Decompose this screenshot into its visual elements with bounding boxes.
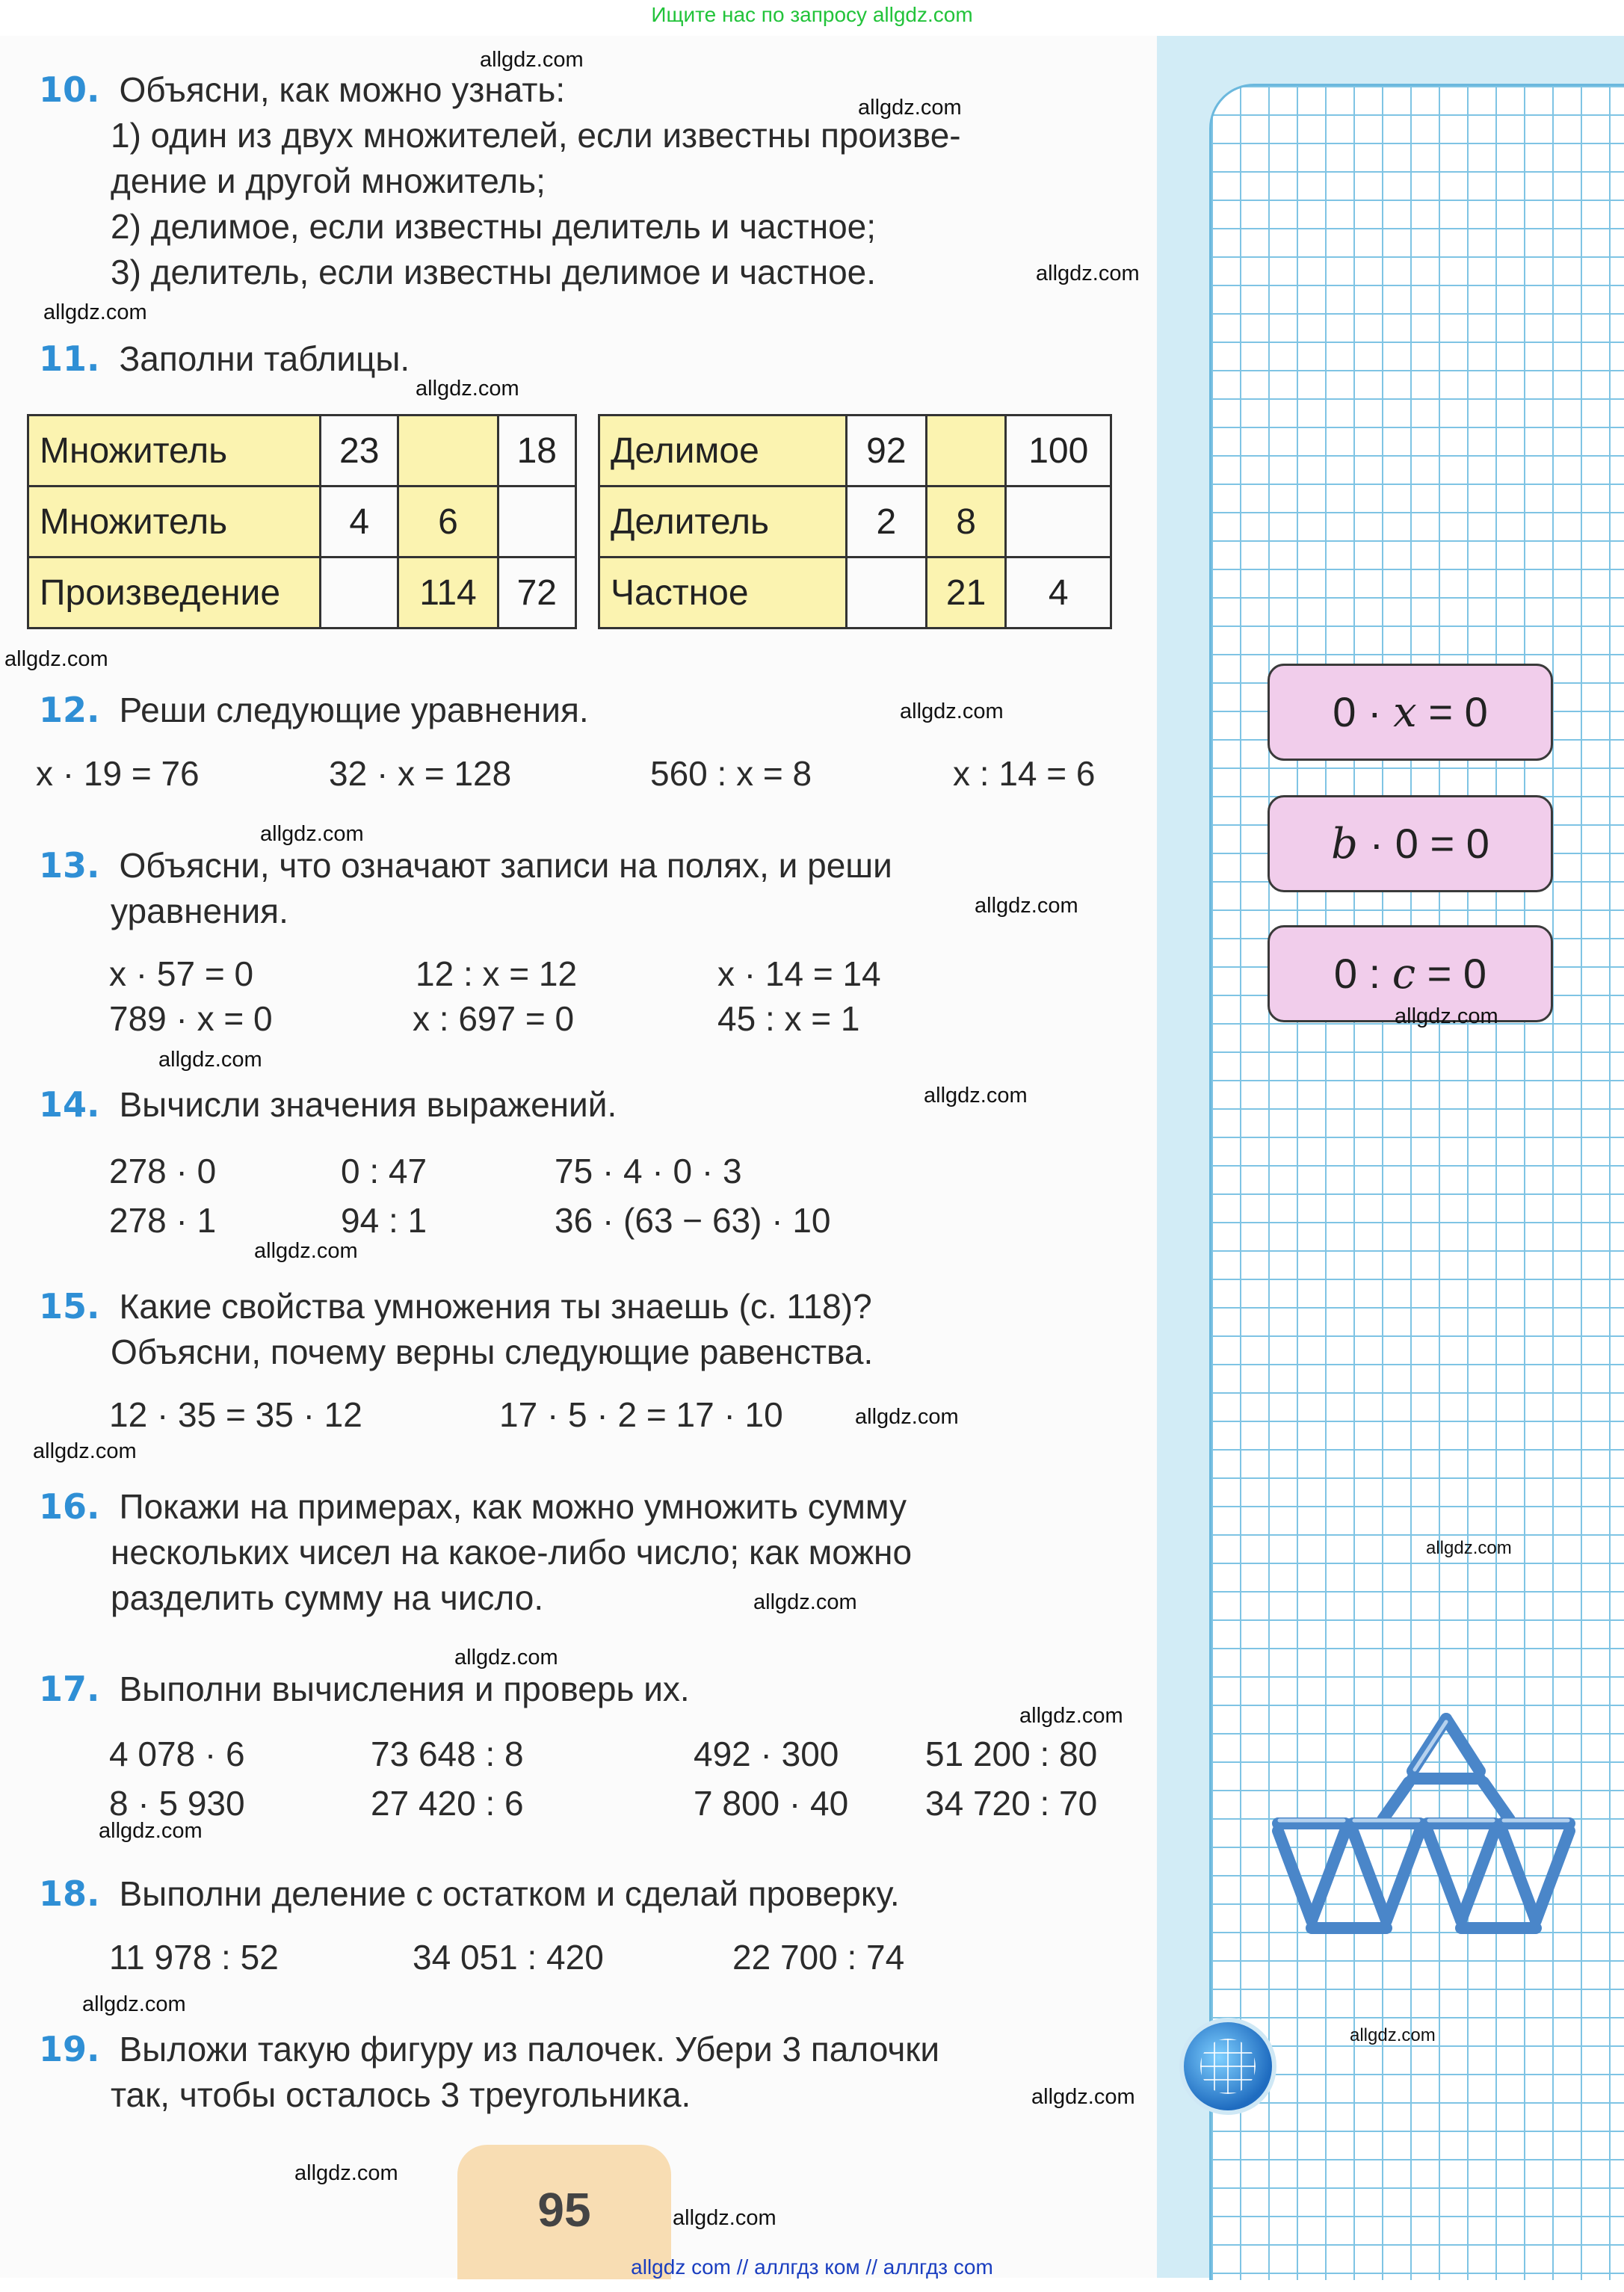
table-row xyxy=(599,416,1111,486)
expression: 278 · 0 xyxy=(109,1152,217,1190)
row-label: Делитель xyxy=(599,486,847,557)
task-text: Реши следующие уравнения. xyxy=(119,691,589,729)
watermark: allgdz.com xyxy=(1395,1004,1498,1028)
watermark: allgdz.com xyxy=(1036,262,1140,285)
equation: 560 : x = 8 xyxy=(650,754,812,793)
watermark: allgdz.com xyxy=(975,894,1078,918)
table-row xyxy=(28,486,576,557)
task-text: 1) один из двух множителей, если известны произве- xyxy=(111,116,961,155)
task-text: Объясни, что означают записи на полях, и реши xyxy=(119,846,892,885)
table-row xyxy=(599,486,1111,557)
equation: 45 : x = 1 xyxy=(717,999,860,1038)
expression: 22 700 : 74 xyxy=(732,1938,905,1977)
expression: 278 · 1 xyxy=(109,1201,217,1240)
watermark: allgdz.com xyxy=(43,300,147,324)
watermark: allgdz.com xyxy=(480,48,584,72)
equation: x · 14 = 14 xyxy=(717,954,881,993)
table-cell xyxy=(321,557,398,628)
stick xyxy=(1536,1831,1569,1921)
rule-variable: x xyxy=(1393,688,1417,737)
task-text: так, чтобы осталось 3 треугольника. xyxy=(111,2075,691,2114)
watermark: allgdz.com xyxy=(1426,1538,1512,1558)
task-14 xyxy=(39,1082,617,1128)
expression: 27 420 : 6 xyxy=(371,1784,524,1823)
task-text: Выполни вычисления и проверь их. xyxy=(119,1669,690,1708)
task-16 xyxy=(39,1484,1115,1621)
equation: 17 · 5 · 2 = 17 · 10 xyxy=(499,1395,783,1434)
table-cell: 72 xyxy=(498,557,575,628)
row-label: Произведение xyxy=(28,557,321,628)
task-text: уравнения. xyxy=(111,892,288,930)
rule-b-times-zero xyxy=(1268,795,1553,892)
stick xyxy=(1278,1831,1312,1921)
stick-figure xyxy=(1233,1696,1584,1943)
expression: 73 648 : 8 xyxy=(371,1735,524,1773)
watermark: allgdz.com xyxy=(1019,1704,1123,1728)
rule-text: · 0 = 0 xyxy=(1357,820,1489,867)
watermark: allgdz.com xyxy=(294,2161,398,2185)
watermark: allgdz.com xyxy=(254,1239,358,1263)
row-label: Делимое xyxy=(599,416,847,486)
table-cell: 100 xyxy=(1006,416,1111,486)
rule-variable: c xyxy=(1392,950,1416,998)
expression: 7 800 · 40 xyxy=(694,1784,849,1823)
expression: 11 978 : 52 xyxy=(109,1938,279,1977)
grid-globe-icon xyxy=(1179,2018,1276,2115)
watermark: allgdz.com xyxy=(855,1405,959,1429)
equation: 32 · x = 128 xyxy=(329,754,512,793)
watermark: allgdz.com xyxy=(900,699,1004,723)
table-cell: 8 xyxy=(926,486,1006,557)
table-cell xyxy=(1006,486,1111,557)
watermark: allgdz.com xyxy=(82,1992,186,2016)
task-11 xyxy=(39,336,410,382)
task-number: 15. xyxy=(39,1286,100,1326)
table-cell: 2 xyxy=(847,486,927,557)
task-text: Покажи на примерах, как можно умножить сумму xyxy=(119,1487,907,1526)
table-row xyxy=(28,416,576,486)
watermark: allgdz.com xyxy=(1350,2025,1436,2045)
rule-variable: b xyxy=(1331,820,1358,868)
watermark: allgdz.com xyxy=(753,1590,857,1614)
expression: 0 : 47 xyxy=(341,1152,427,1190)
stick xyxy=(1502,1831,1536,1921)
watermark: allgdz.com xyxy=(416,377,519,401)
table-cell xyxy=(498,486,575,557)
watermark: allgdz.com xyxy=(454,1646,558,1669)
table-cell: 4 xyxy=(1006,557,1111,628)
equation: x : 14 = 6 xyxy=(953,754,1096,793)
task-number: 14. xyxy=(39,1084,100,1125)
watermark: allgdz.com xyxy=(673,2206,777,2230)
table-cell: 6 xyxy=(398,486,498,557)
expression: 51 200 : 80 xyxy=(925,1735,1098,1773)
rule-zero-times-x xyxy=(1268,664,1553,761)
expression: 34 720 : 70 xyxy=(925,1784,1098,1823)
stick xyxy=(1312,1831,1345,1921)
table-cell: 21 xyxy=(926,557,1006,628)
watermark: allgdz.com xyxy=(33,1439,137,1463)
stick xyxy=(1461,1831,1495,1921)
grid-paper xyxy=(1209,84,1624,2280)
table-row xyxy=(28,557,576,628)
expression: 36 · (63 − 63) · 10 xyxy=(555,1201,831,1240)
row-label: Частное xyxy=(599,557,847,628)
top-promo-link[interactable]: Ищите нас по запросу allgdz.com xyxy=(651,3,973,26)
table-cell: 4 xyxy=(321,486,398,557)
row-label: Множитель xyxy=(28,416,321,486)
watermark: allgdz.com xyxy=(260,822,364,846)
table-cell xyxy=(926,416,1006,486)
task-text: Выполни деление с остатком и сделай проверку. xyxy=(119,1874,900,1913)
task-13 xyxy=(39,843,1115,934)
task-17 xyxy=(39,1667,690,1712)
task-text: 3) делитель, если известны делимое и частное. xyxy=(111,253,877,291)
division-table xyxy=(598,414,1112,629)
expression: 94 : 1 xyxy=(341,1201,427,1240)
stick xyxy=(1383,1782,1409,1820)
task-text: Заполни таблицы. xyxy=(119,339,410,378)
equation: x · 57 = 0 xyxy=(109,954,254,993)
table-cell: 114 xyxy=(398,557,498,628)
task-text: нескольких чисел на какое-либо число; как можно xyxy=(111,1533,913,1572)
table-cell: 18 xyxy=(498,416,575,486)
equation: 789 · x = 0 xyxy=(109,999,273,1038)
stick xyxy=(1386,1831,1420,1921)
rule-text: 0 : xyxy=(1333,950,1392,997)
task-number: 11. xyxy=(39,339,100,379)
stick xyxy=(1353,1831,1386,1921)
task-15 xyxy=(39,1284,1115,1375)
watermark: allgdz.com xyxy=(158,1048,262,1072)
task-number: 10. xyxy=(39,69,100,110)
task-number: 18. xyxy=(39,1874,100,1914)
task-text: дение и другой множитель; xyxy=(111,161,546,200)
rule-text: = 0 xyxy=(1415,950,1487,997)
task-number: 12. xyxy=(39,690,100,730)
task-10 xyxy=(39,67,961,295)
watermark: allgdz.com xyxy=(4,647,108,671)
equation: x · 19 = 76 xyxy=(36,754,200,793)
task-text: разделить сумму на число. xyxy=(111,1578,544,1617)
task-19 xyxy=(39,2027,1115,2118)
stick xyxy=(1483,1782,1510,1820)
table-row xyxy=(599,557,1111,628)
rule-text: 0 · xyxy=(1333,688,1394,735)
expression: 34 051 : 420 xyxy=(413,1938,604,1977)
row-label: Множитель xyxy=(28,486,321,557)
task-number: 17. xyxy=(39,1669,100,1709)
task-text: Вычисли значения выражений. xyxy=(119,1085,617,1124)
expression: 4 078 · 6 xyxy=(109,1735,245,1773)
task-number: 16. xyxy=(39,1486,100,1527)
equation: 12 · 35 = 35 · 12 xyxy=(109,1395,362,1434)
task-text: Объясни, почему верны следующие равенства. xyxy=(111,1332,874,1371)
watermark: allgdz.com xyxy=(1031,2085,1135,2109)
rule-text: = 0 xyxy=(1416,688,1488,735)
table-cell xyxy=(847,557,927,628)
expression: 492 · 300 xyxy=(694,1735,839,1773)
table-cell: 23 xyxy=(321,416,398,486)
task-text: Объясни, как можно узнать: xyxy=(119,70,566,109)
task-text: 2) делимое, если известны делитель и частное; xyxy=(111,207,877,246)
task-number: 13. xyxy=(39,845,100,886)
watermark: allgdz.com xyxy=(858,96,962,120)
expression: 8 · 5 930 xyxy=(109,1784,245,1823)
stick xyxy=(1427,1831,1461,1921)
task-12 xyxy=(39,688,589,733)
watermark: allgdz.com xyxy=(99,1819,203,1843)
bottom-promo-link[interactable]: allgdz com // аллгдз ком // аллгдз com xyxy=(631,2255,993,2279)
task-text: Какие свойства умножения ты знаешь (с. 118)? xyxy=(119,1287,872,1326)
task-18 xyxy=(39,1871,900,1917)
watermark: allgdz.com xyxy=(924,1084,1028,1108)
multiplication-table xyxy=(27,414,577,629)
equation: 12 : x = 12 xyxy=(416,954,578,993)
table-cell xyxy=(398,416,498,486)
task-number: 19. xyxy=(39,2029,100,2069)
expression: 75 · 4 · 0 · 3 xyxy=(555,1152,742,1190)
task-text: Выложи такую фигуру из палочек. Убери 3 палочки xyxy=(119,2030,940,2069)
stick xyxy=(1446,1719,1480,1771)
equation: x : 697 = 0 xyxy=(413,999,575,1038)
page-number: 95 xyxy=(537,2183,591,2237)
table-cell: 92 xyxy=(847,416,927,486)
